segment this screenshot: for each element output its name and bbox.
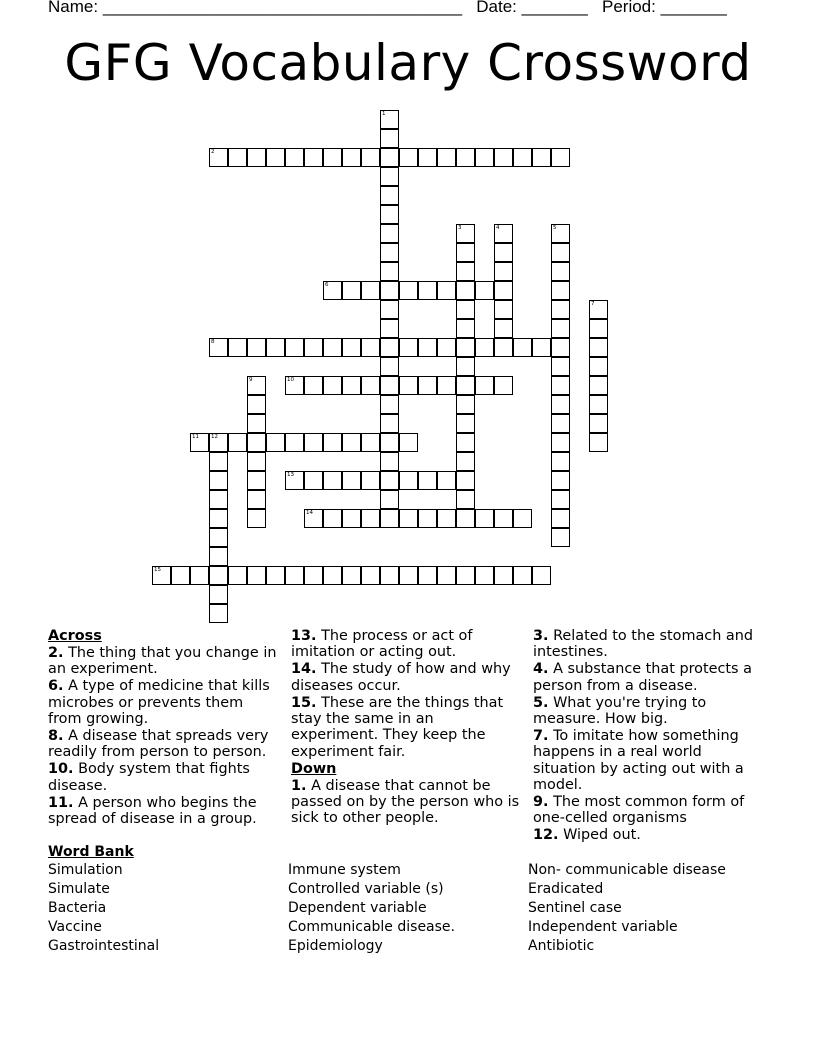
crossword-cell[interactable] [456,452,475,471]
cell-number: 6 [325,282,329,288]
crossword-cell[interactable] [209,509,228,528]
crossword-cell[interactable] [437,471,456,490]
clues-column-1 [48,628,280,828]
crossword-cell[interactable] [456,433,475,452]
cell-number: 13 [287,472,294,478]
crossword-cell[interactable] [342,566,361,585]
clue-down-12: 12. Wiped out. [533,827,641,844]
crossword-cell[interactable] [247,414,266,433]
crossword-cell[interactable] [323,433,342,452]
crossword-cell[interactable] [456,300,475,319]
crossword-cell[interactable] [475,281,494,300]
word-bank-column-1 [48,861,159,956]
crossword-cell[interactable] [304,566,323,585]
crossword-cell[interactable] [513,338,532,357]
crossword-cell[interactable] [399,566,418,585]
crossword-cell[interactable] [266,338,285,357]
crossword-cell[interactable] [456,509,475,528]
word-bank-item: Independent variable [528,919,678,935]
crossword-cell[interactable] [247,338,266,357]
crossword-cell[interactable] [304,338,323,357]
crossword-cell[interactable] [437,338,456,357]
crossword-cell[interactable] [494,509,513,528]
crossword-cell[interactable] [589,395,608,414]
crossword-cell[interactable] [304,509,323,528]
crossword-cell[interactable] [247,148,266,167]
crossword-cell[interactable] [399,148,418,167]
crossword-cell[interactable] [285,376,304,395]
crossword-cell[interactable] [361,148,380,167]
crossword-cell[interactable] [304,471,323,490]
crossword-cell[interactable] [380,319,399,338]
crossword-cell[interactable] [380,338,399,357]
crossword-cell[interactable] [209,604,228,623]
crossword-cell[interactable] [475,509,494,528]
crossword-cell[interactable] [247,471,266,490]
crossword-cell[interactable] [380,433,399,452]
crossword-cell[interactable] [380,471,399,490]
clue-across-6: 6. A type of medicine that kills microbes or prevents them from growing. [48,678,270,728]
crossword-cell[interactable] [380,300,399,319]
crossword-cell[interactable] [247,452,266,471]
clue-across-15: 15. These are the things that stay the same in an experiment. They keep the experiment fair. [291,694,504,760]
crossword-cell[interactable] [589,376,608,395]
crossword-cell[interactable] [285,471,304,490]
crossword-cell[interactable] [494,338,513,357]
crossword-cell[interactable] [266,148,285,167]
crossword-cell[interactable] [456,262,475,281]
crossword-cell[interactable] [494,376,513,395]
crossword-cell[interactable] [551,490,570,509]
crossword-cell[interactable] [380,509,399,528]
word-bank-column-3 [528,861,726,956]
period-blank[interactable]: _______ [660,0,727,16]
crossword-cell[interactable] [494,319,513,338]
crossword-cell[interactable] [437,566,456,585]
crossword-cell[interactable] [551,148,570,167]
crossword-cell[interactable] [437,376,456,395]
crossword-cell[interactable] [228,338,247,357]
crossword-cell[interactable] [456,414,475,433]
crossword-cell[interactable] [513,148,532,167]
crossword-cell[interactable] [152,566,171,585]
crossword-cell[interactable] [494,281,513,300]
crossword-cell[interactable] [323,148,342,167]
crossword-cell[interactable] [342,281,361,300]
crossword-cell[interactable] [494,300,513,319]
crossword-cell[interactable] [399,509,418,528]
crossword-cell[interactable] [342,376,361,395]
crossword-cell[interactable] [494,243,513,262]
crossword-cell[interactable] [361,433,380,452]
word-bank-column-2 [288,861,455,956]
crossword-cell[interactable] [323,376,342,395]
crossword-cell[interactable] [247,376,266,395]
crossword-cell[interactable] [323,281,342,300]
crossword-cell[interactable] [361,471,380,490]
crossword-cell[interactable] [589,414,608,433]
crossword-cell[interactable] [380,395,399,414]
crossword-cell[interactable] [513,566,532,585]
crossword-cell[interactable] [247,433,266,452]
crossword-cell[interactable] [551,319,570,338]
crossword-cell[interactable] [380,262,399,281]
crossword-cell[interactable] [228,566,247,585]
crossword-cell[interactable] [361,376,380,395]
crossword-cell[interactable] [380,452,399,471]
crossword-cell[interactable] [456,148,475,167]
crossword-cell[interactable] [380,148,399,167]
crossword-cell[interactable] [532,148,551,167]
word-bank-item: Gastrointestinal [48,938,160,954]
crossword-cell[interactable] [589,319,608,338]
crossword-cell[interactable] [380,110,399,129]
crossword-cell[interactable] [551,338,570,357]
clue-down-1: 1. A disease that cannot be passed on by the person who is sick to other people. [291,777,520,827]
crossword-cell[interactable] [228,433,247,452]
crossword-cell[interactable] [304,376,323,395]
crossword-cell[interactable] [494,262,513,281]
crossword-cell[interactable] [323,338,342,357]
clue-down-4: 4. A substance that protects a person from a disease. [533,661,752,694]
crossword-cell[interactable] [323,471,342,490]
crossword-cell[interactable] [380,205,399,224]
word-bank-item: Epidemiology [288,938,383,954]
crossword-cell[interactable] [209,528,228,547]
crossword-cell[interactable] [551,300,570,319]
crossword-cell[interactable] [361,281,380,300]
crossword-cell[interactable] [285,338,304,357]
crossword-cell[interactable] [456,281,475,300]
crossword-cell[interactable] [437,148,456,167]
crossword-cell[interactable] [380,376,399,395]
cell-number: 1 [382,111,386,117]
crossword-cell[interactable] [209,585,228,604]
crossword-cell[interactable] [209,338,228,357]
crossword-cell[interactable] [494,224,513,243]
crossword-cell[interactable] [456,566,475,585]
crossword-cell[interactable] [551,224,570,243]
word-bank-item: Antibiotic [528,938,595,954]
crossword-cell[interactable] [551,433,570,452]
crossword-cell[interactable] [456,224,475,243]
cell-number: 10 [287,377,294,383]
crossword-cell[interactable] [418,281,437,300]
crossword-cell[interactable] [171,566,190,585]
word-bank [48,844,134,861]
crossword-cell[interactable] [209,547,228,566]
crossword-cell[interactable] [456,338,475,357]
clue-across-11: 11. A person who begins the spread of disease in a group. [48,794,257,827]
crossword-cell[interactable] [475,566,494,585]
crossword-cell[interactable] [551,452,570,471]
crossword-cell[interactable] [380,186,399,205]
crossword-cell[interactable] [399,376,418,395]
crossword-cell[interactable] [456,319,475,338]
crossword-cell[interactable] [494,566,513,585]
across-heading: Across [48,628,102,644]
crossword-cell[interactable] [437,509,456,528]
cell-number: 12 [211,434,218,440]
crossword-cell[interactable] [380,129,399,148]
crossword-cell[interactable] [399,338,418,357]
crossword-cell[interactable] [551,471,570,490]
clue-down-9: 9. The most common form of one-celled organisms [533,794,745,827]
crossword-cell[interactable] [247,490,266,509]
crossword-cell[interactable] [266,433,285,452]
crossword-cell[interactable] [209,452,228,471]
crossword-cell[interactable] [551,281,570,300]
crossword-cell[interactable] [551,243,570,262]
cell-number: 15 [154,567,161,573]
crossword-cell[interactable] [589,357,608,376]
crossword-cell[interactable] [190,433,209,452]
crossword-cell[interactable] [380,490,399,509]
cell-number: 4 [496,225,500,231]
crossword-cell[interactable] [266,566,285,585]
crossword-cell[interactable] [304,148,323,167]
clue-across-10: 10. Body system that fights disease. [48,761,250,794]
crossword-cell[interactable] [437,281,456,300]
crossword-cell[interactable] [589,300,608,319]
crossword-cell[interactable] [399,281,418,300]
crossword-cell[interactable] [418,148,437,167]
word-bank-item: Dependent variable [288,900,427,916]
crossword-cell[interactable] [532,338,551,357]
crossword-cell[interactable] [456,243,475,262]
crossword-cell[interactable] [342,471,361,490]
cell-number: 9 [249,377,253,383]
word-bank-heading: Word Bank [48,844,134,860]
word-bank-item: Controlled variable (s) [288,881,444,897]
crossword-cell[interactable] [551,414,570,433]
crossword-cell[interactable] [532,566,551,585]
clue-down-7: 7. To imitate how something happens in a real world situation by acting out with a model. [533,727,744,794]
date-blank[interactable]: _______ [521,0,588,16]
crossword-cell[interactable] [589,433,608,452]
clues-column-2 [291,628,523,827]
crossword-cell[interactable] [380,566,399,585]
clue-across-2: 2. The thing that you change in an experiment. [48,644,277,678]
crossword-cell[interactable] [399,471,418,490]
word-bank-item: Non- communicable disease [528,862,726,878]
crossword-cell[interactable] [304,433,323,452]
crossword-cell[interactable] [456,471,475,490]
crossword-cell[interactable] [342,509,361,528]
word-bank-item: Eradicated [528,881,604,897]
crossword-cell[interactable] [475,376,494,395]
crossword-cell[interactable] [456,357,475,376]
crossword-cell[interactable] [418,376,437,395]
crossword-cell[interactable] [209,433,228,452]
crossword-cell[interactable] [589,338,608,357]
crossword-cell[interactable] [380,414,399,433]
word-bank-item: Simulate [48,881,110,897]
crossword-cell[interactable] [361,509,380,528]
name-label: Name: [48,0,99,16]
crossword-cell[interactable] [209,471,228,490]
crossword-cell[interactable] [209,148,228,167]
crossword-cell[interactable] [247,509,266,528]
cell-number: 5 [553,225,557,231]
crossword-cell[interactable] [399,433,418,452]
crossword-cell[interactable] [418,471,437,490]
crossword-cell[interactable] [190,566,209,585]
crossword-cell[interactable] [285,566,304,585]
crossword-cell[interactable] [418,509,437,528]
crossword-cell[interactable] [380,167,399,186]
crossword-cell[interactable] [342,433,361,452]
cell-number: 14 [306,510,313,516]
crossword-cell[interactable] [551,262,570,281]
crossword-cell[interactable] [285,148,304,167]
crossword-cell[interactable] [551,357,570,376]
down-heading: Down [291,760,337,777]
crossword-cell[interactable] [323,509,342,528]
crossword-cell[interactable] [209,566,228,585]
word-bank-item: Bacteria [48,900,107,916]
crossword-cell[interactable] [285,433,304,452]
cell-number: 3 [458,225,462,231]
cell-number: 11 [192,434,199,440]
crossword-cell[interactable] [380,243,399,262]
name-blank[interactable]: ______________________________________ [102,0,463,16]
period-label: Period: [602,0,656,16]
clue-across-8: 8. A disease that spreads very readily from person to person. [48,727,269,761]
cell-number: 7 [591,301,595,307]
crossword-cell[interactable] [247,566,266,585]
crossword-cell[interactable] [380,281,399,300]
crossword-cell[interactable] [361,566,380,585]
crossword-cell[interactable] [456,395,475,414]
crossword-cell[interactable] [475,338,494,357]
crossword-cell[interactable] [342,148,361,167]
crossword-cell[interactable] [456,376,475,395]
crossword-cell[interactable] [551,509,570,528]
crossword-cell[interactable] [551,395,570,414]
crossword-cell[interactable] [513,509,532,528]
page-title: GFG Vocabulary Crossword [64,34,752,92]
word-bank-item: Simulation [48,862,123,878]
crossword-cell[interactable] [494,148,513,167]
crossword-cell[interactable] [361,338,380,357]
crossword-cell[interactable] [551,376,570,395]
clues-column-3 [533,628,769,844]
crossword-cell[interactable] [418,338,437,357]
word-bank-item: Immune system [288,862,401,878]
clue-down-3: 3. Related to the stomach and intestines. [533,628,753,661]
crossword-cell[interactable] [551,528,570,547]
crossword-cell[interactable] [456,490,475,509]
clue-across-14: 14. The study of how and why diseases occur. [291,661,511,694]
word-bank-item: Sentinel case [528,900,622,916]
crossword-cell[interactable] [342,338,361,357]
crossword-cell[interactable] [323,566,342,585]
crossword-cell[interactable] [247,395,266,414]
crossword-cell[interactable] [380,357,399,376]
cell-number: 2 [211,149,215,155]
crossword-cell[interactable] [228,148,247,167]
clue-down-5: 5. What you're trying to measure. How big. [533,694,707,728]
crossword-cell[interactable] [209,490,228,509]
word-bank-item: Communicable disease. [288,919,455,935]
date-label: Date: [476,0,517,16]
cell-number: 8 [211,339,215,345]
crossword-cell[interactable] [418,566,437,585]
crossword-cell[interactable] [380,224,399,243]
crossword-cell[interactable] [475,148,494,167]
clue-across-13: 13. The process or act of imitation or acting out. [291,628,473,661]
word-bank-item: Vaccine [48,919,102,935]
